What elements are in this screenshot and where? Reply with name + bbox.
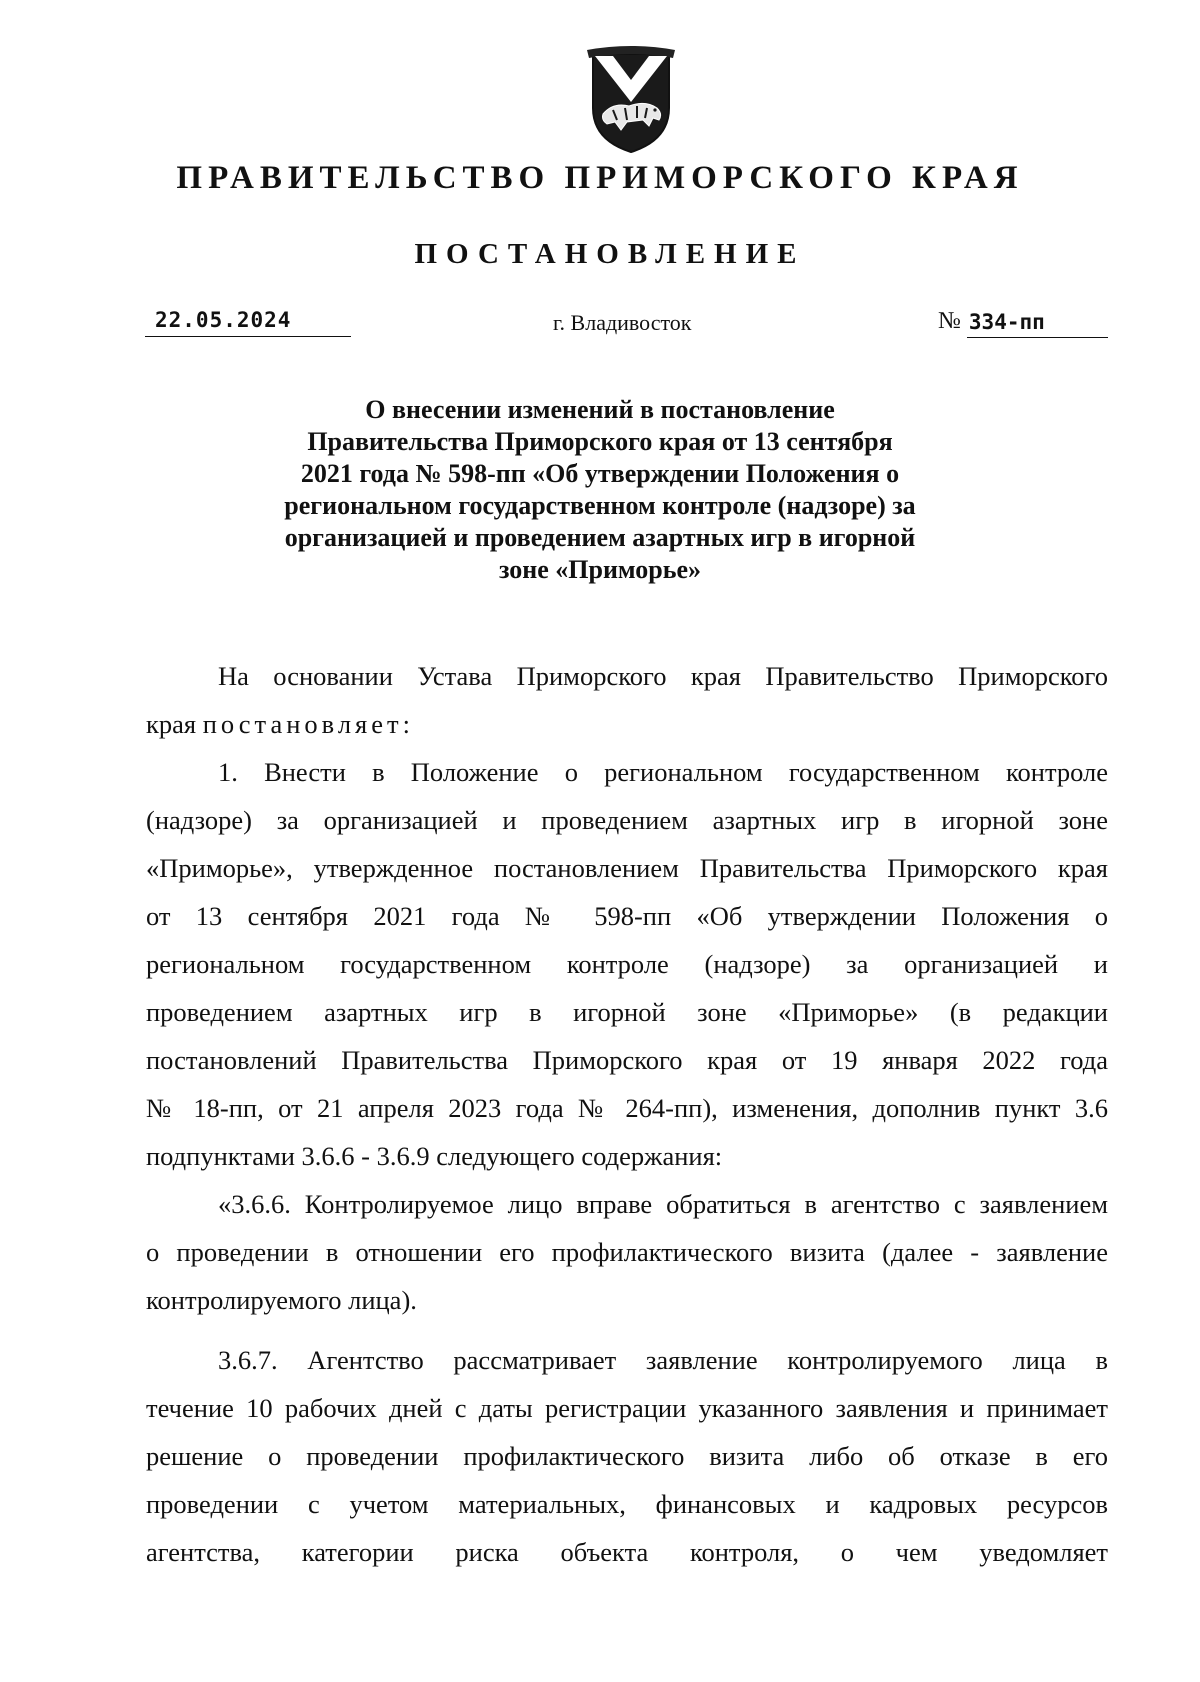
paragraph-line: 3.6.7. Агентство рассматривает заявление контролируемого лица в xyxy=(218,1345,1108,1375)
paragraph-line: региональном государственном контроле (надзоре) за организацией и xyxy=(146,949,1108,979)
document-type-title: ПОСТАНОВЛЕНИЕ xyxy=(414,238,806,270)
subject-line: организацией и проведением азартных игр в игорной xyxy=(284,523,916,552)
paragraph-line: проведением азартных игр в игорной зоне «Приморье» (в редакции xyxy=(146,997,1108,1027)
paragraph-line: постановлений Правительства Приморского края от 19 января 2022 года xyxy=(146,1045,1108,1075)
coat-of-arms-icon xyxy=(583,44,679,156)
document-number: 334-пп xyxy=(967,310,1108,338)
document-subject xyxy=(260,394,940,586)
subject-line: зоне «Приморье» xyxy=(498,555,702,584)
paragraph-line: контролируемого лица). xyxy=(146,1285,417,1315)
subject-line: О внесении изменений в постановление xyxy=(365,395,835,424)
paragraph-line: течение 10 рабочих дней с даты регистрации указанного заявления и принимает xyxy=(146,1393,1108,1423)
paragraph-line: № 18-пп, от 21 апреля 2023 года № 264-пп), изменения, дополнив пункт 3.6 xyxy=(146,1093,1108,1123)
organization-title: ПРАВИТЕЛЬСТВО ПРИМОРСКОГО КРАЯ xyxy=(176,160,1024,196)
document-city: г. Владивосток xyxy=(553,310,692,335)
number-sign: № xyxy=(938,308,961,334)
paragraph-line: 1. Внести в Положение о региональном государственном контроле xyxy=(218,757,1108,787)
paragraph-line: решение о проведении профилактического визита либо об отказе в его xyxy=(146,1441,1108,1471)
subject-line: Правительства Приморского края от 13 сентября xyxy=(307,427,893,456)
paragraph-line: (надзоре) за организацией и проведением азартных игр в игорной зоне xyxy=(146,805,1108,835)
paragraph-line: о проведении в отношении его профилактического визита (далее - заявление xyxy=(146,1237,1108,1267)
text-fragment: края xyxy=(146,709,203,739)
paragraph-line: «Приморье», утвержденное постановлением Правительства Приморского края xyxy=(146,853,1108,883)
paragraph-line: проведении с учетом материальных, финансовых и кадровых ресурсов xyxy=(146,1489,1108,1519)
document-number-field xyxy=(938,308,1108,338)
document-body xyxy=(146,652,1108,1576)
document-date: 22.05.2024 xyxy=(145,308,351,337)
paragraph-line: «3.6.6. Контролируемое лицо вправе обратиться в агентство с заявлением xyxy=(218,1189,1108,1219)
paragraph-line: На основании Устава Приморского края Правительство Приморского xyxy=(218,661,1108,691)
subject-line: региональном государственном контроле (надзоре) за xyxy=(284,491,916,520)
resolves-keyword: постановляет: xyxy=(202,709,414,739)
paragraph-line xyxy=(146,700,1108,748)
paragraph-line: агентства, категории риска объекта контроля, о чем уведомляет xyxy=(146,1537,1108,1567)
paragraph-line: от 13 сентября 2021 года № 598-пп «Об утверждении Положения о xyxy=(146,901,1108,931)
subject-line: 2021 года № 598-пп «Об утверждении Положения о xyxy=(300,459,900,488)
paragraph-line: подпунктами 3.6.6 - 3.6.9 следующего содержания: xyxy=(146,1141,723,1171)
